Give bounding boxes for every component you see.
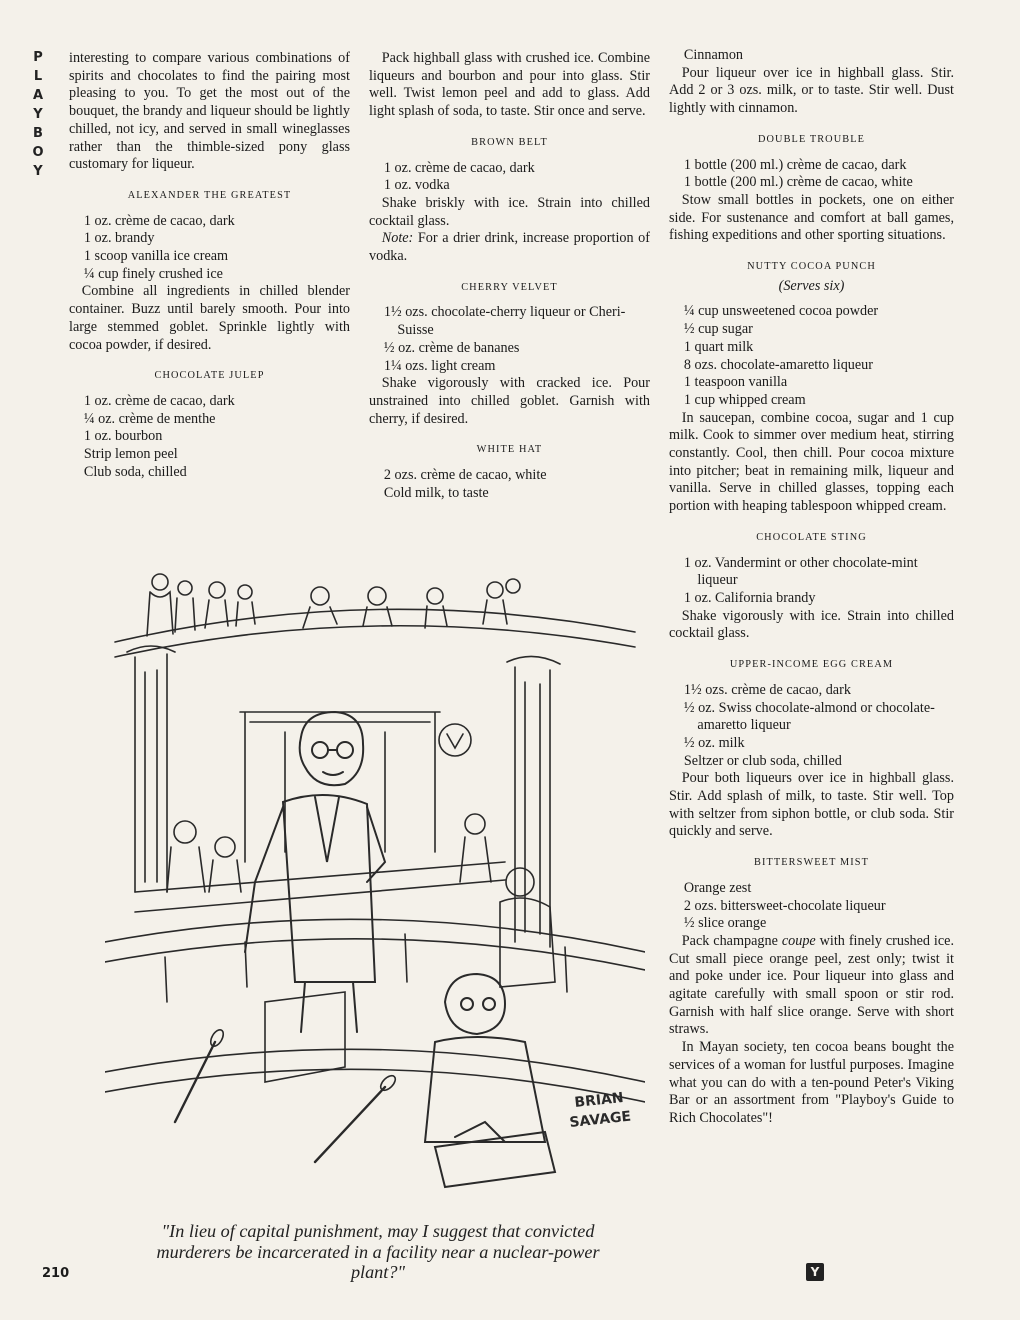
column-1	[69, 50, 350, 481]
recipe-note	[369, 230, 650, 265]
recipe-directions: Shake briskly with ice. Strain into chilled cocktail glass.	[369, 194, 650, 229]
ingredient: ¼ oz. crème de menthe	[83, 410, 216, 427]
recipe-directions: Stow small bottles in pockets, one on either side. For sustenance and comfort at ball games, fishing expeditions and other sporting situations.	[669, 191, 954, 244]
ingredient: 1 oz. bourbon	[83, 428, 163, 445]
courtroom-cartoon	[105, 562, 645, 1207]
ingredient: Cold milk, to taste	[383, 484, 489, 501]
spine-letter: Y	[33, 107, 43, 122]
clerk-writing-icon	[425, 974, 555, 1187]
microphone-icon	[175, 1042, 215, 1122]
recipe-title: CHERRY VELVET	[461, 281, 558, 293]
ingredient: 1 oz. Vandermint or other chocolate-mint liqueur	[683, 554, 918, 589]
ingredient: 1 oz. crème de cacao, dark	[83, 392, 235, 409]
recipe-directions: Shake vigorously with cracked ice. Pour unstrained into chilled goblet. Garnish with cherry, if desired.	[369, 375, 650, 427]
spine-letter: B	[33, 126, 43, 141]
note-label: Note:	[381, 230, 414, 247]
recipe-title: CHOCOLATE JULEP	[154, 370, 265, 382]
ingredient: ½ cup sugar	[683, 321, 753, 338]
recipe-directions: Pack champagne coupe with finely crushed ice. Cut small piece orange peel, zest only; twist it and poke under ice. Pour liqueur into glass and agitate carefully with small spoon or stir rod. Garnish with half slice orange. Serve with short straws.	[669, 932, 954, 1038]
ingredient: Seltzer or club soda, chilled	[683, 752, 842, 769]
microphone-icon	[315, 1087, 385, 1162]
ingredient: ½ oz. crème de bananes	[383, 339, 520, 356]
ingredient: 1 teaspoon vanilla	[683, 374, 788, 391]
ingredient: Club soda, chilled	[83, 463, 187, 480]
ingredient: 1½ ozs. chocolate-cherry liqueur or Cheri-Suisse	[383, 304, 626, 339]
magazine-spine-label	[29, 48, 47, 181]
ingredient: 1¼ ozs. light cream	[383, 357, 496, 374]
spine-letter: Y	[33, 164, 43, 179]
ingredient: 1 bottle (200 ml.) crème de cacao, white	[683, 174, 913, 191]
recipe-title: BITTERSWEET MIST	[754, 857, 869, 869]
ingredient: 1½ ozs. crème de cacao, dark	[683, 681, 851, 698]
recipe-subtitle: (Serves six)	[778, 277, 845, 294]
recipe-directions: Pack highball glass with crushed ice. Combine liqueurs and bourbon and pour into glass. Stir well. Twist lemon peel and add to glass. Add light splash of soda, to taste. Stir once and serve.	[369, 50, 650, 120]
cartoon-caption: "In lieu of capital punishment, may I suggest that convicted murderers be incarcerated in a facility near a nuclear-power plant?"	[156, 1221, 600, 1283]
recipe-title: BROWN BELT	[471, 136, 548, 148]
ingredient: Orange zest	[683, 879, 752, 896]
recipe-directions: In saucepan, combine cocoa, sugar and 1 cup milk. Cook to simmer over medium heat, stirring constantly. Cool, then chill. Pour cocoa mixture into pitcher; beat in remaining milk, liqueur and vanilla. Serve in chilled glasses, topping each portion with heaping tablespoon whipped cream.	[669, 409, 954, 515]
recipe-title: CHOCOLATE STING	[756, 531, 867, 543]
end-mark-bunny-icon: Y	[806, 1263, 824, 1281]
closing-paragraph: In Mayan society, ten cocoa beans bought the services of a woman for lustful purposes. Imagine what you can do with a ten-pound Peter's Viking Bar or an assortment from "Playboy's Guide to Rich Chocolates"!	[669, 1039, 954, 1126]
ingredient: 1 scoop vanilla ice cream	[83, 248, 229, 265]
recipe-directions: Pour liqueur over ice in highball glass. Stir. Add 2 or 3 ozs. milk, or to taste. Stir well. Dust lightly with cinnamon.	[669, 64, 954, 117]
ingredient: 1 oz. crème de cacao, dark	[83, 212, 235, 229]
ingredient: 1 oz. vodka	[383, 177, 450, 194]
recipe-title: DOUBLE TROUBLE	[757, 133, 866, 145]
ingredient: 1 quart milk	[683, 338, 754, 355]
ingredient: ½ slice orange	[683, 915, 767, 932]
artist-signature: BRIAN	[573, 1089, 625, 1111]
ingredient: ¼ cup finely crushed ice	[83, 265, 223, 282]
recipe-title: UPPER-INCOME EGG CREAM	[729, 659, 894, 671]
page-number: 210	[42, 1266, 70, 1281]
ingredient: ¼ cup unsweetened cocoa powder	[683, 303, 879, 320]
ingredient: 2 ozs. bittersweet-chocolate liqueur	[683, 897, 886, 914]
ingredient: Strip lemon peel	[83, 446, 178, 463]
recipe-title: NUTTY COCOA PUNCH	[747, 261, 876, 273]
spine-letter: P	[33, 50, 43, 65]
recipe-directions: Combine all ingredients in chilled blender container. Buzz until barely smooth. Pour into large stemmed goblet. Sprinkle lightly with cocoa powder, if desired.	[69, 283, 350, 353]
ingredient: 1 bottle (200 ml.) crème de cacao, dark	[683, 156, 907, 173]
ingredient: 8 ozs. chocolate-amaretto liqueur	[683, 356, 873, 373]
column-2	[369, 50, 650, 502]
ingredient: 1 cup whipped cream	[683, 391, 806, 408]
note-text: For a drier drink, increase proportion of vodka.	[369, 230, 650, 265]
recipe-title: WHITE HAT	[476, 444, 543, 456]
ingredient: 2 ozs. crème de cacao, white	[383, 467, 547, 484]
column-3	[669, 47, 954, 1128]
ingredient: 1 oz. California brandy	[683, 589, 816, 606]
spine-letter: L	[33, 69, 43, 84]
ingredient: 1 oz. crème de cacao, dark	[383, 159, 535, 176]
recipe-directions: Pour both liqueurs over ice in highball glass. Stir. Add splash of milk, to taste. Stir well. Top with seltzer from siphon bottle, or club soda. Stir quickly and serve.	[669, 770, 954, 840]
lawyer-figure-icon	[245, 712, 385, 1032]
spine-letter: O	[32, 145, 44, 160]
spine-letter: A	[32, 88, 44, 103]
ingredient: 1 oz. brandy	[83, 230, 155, 247]
ingredient: ½ oz. milk	[683, 734, 745, 751]
ingredient: ½ oz. Swiss chocolate-almond or chocolate-amaretto liqueur	[683, 699, 935, 734]
artist-signature: SAVAGE	[568, 1108, 632, 1131]
recipe-title: ALEXANDER THE GREATEST	[127, 189, 292, 201]
recipe-directions: Shake vigorously with ice. Strain into chilled cocktail glass.	[669, 607, 954, 642]
ingredient: Cinnamon	[683, 47, 744, 63]
intro-paragraph: interesting to compare various combinations of spirits and chocolates to find the pairing most pleasing to you. To get the most out of the bouquet, the brandy and liqueur should be lightly chilled, not icy, and served in small wineglasses rather than the thimble-sized pony glass customary for liqueur.	[69, 50, 350, 173]
